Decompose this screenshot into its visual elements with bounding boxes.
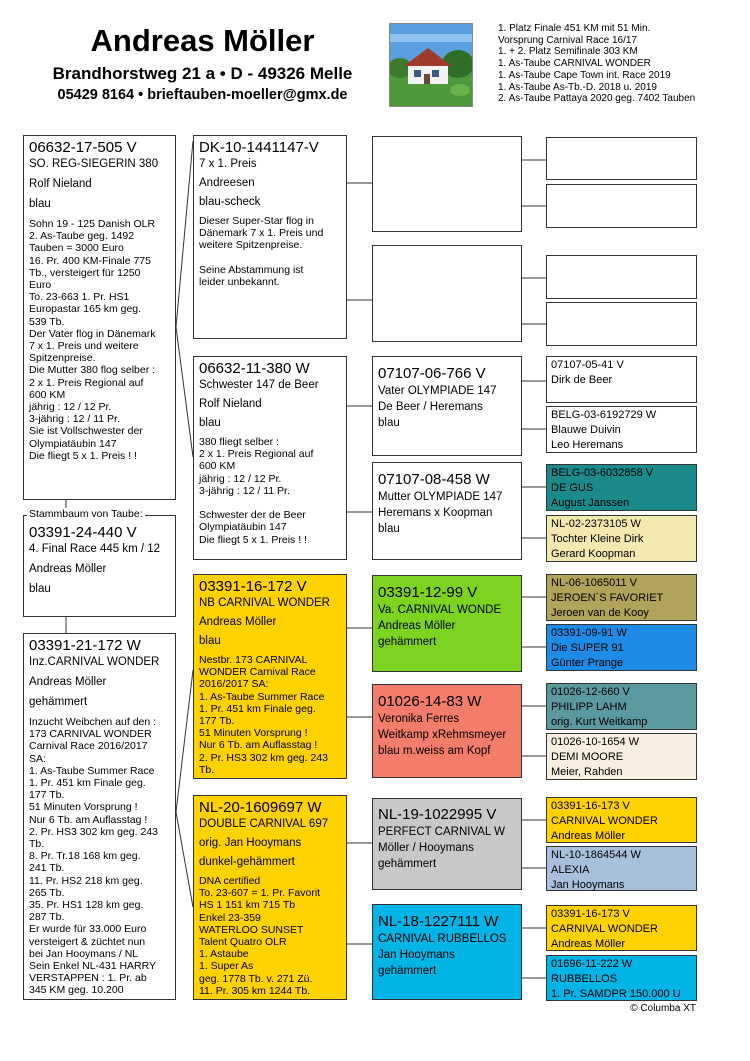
- color-line: dunkel-gehämmert: [199, 856, 295, 868]
- ancestor-card-16[interactable]: [546, 955, 697, 1001]
- parent-card-1[interactable]: [193, 135, 347, 339]
- grandparent-card-5[interactable]: [372, 575, 522, 672]
- breeder-line: Andreas Möller: [29, 676, 107, 688]
- color-line: gehämmert: [378, 965, 437, 977]
- color-line: blau: [199, 635, 221, 647]
- breeder-line: Möller / Hooymans: [378, 842, 474, 854]
- notes: Nestbr. 173 CARNIVAL WONDER Carnival Race 2016/2017 SA: 1. As-Taube Summer Race 1. Pr. 451 km Finale geg. 177 Tb. 51 Minuten Vorsprung ! Nur 6 Tb. am Auflasstag ! 2. Pr. HS3 302 km geg. 243 Tb.: [199, 654, 328, 776]
- grandparent-card-6[interactable]: [372, 684, 522, 778]
- parent-card-2[interactable]: [193, 356, 347, 560]
- ring-number: NL-18-1227111 W: [378, 913, 499, 930]
- achievement-line: 1. As-Taube As-Tb.-D. 2018 u. 2019: [498, 81, 657, 93]
- ring-number: 06632-11-380 W: [199, 360, 310, 377]
- color-line: blau: [29, 198, 51, 210]
- breeder-line: Leo Heremans: [551, 439, 624, 451]
- ancestor-card-9[interactable]: [546, 574, 697, 621]
- title-line: Veronika Ferres: [378, 713, 460, 725]
- name-line: CARNIVAL WONDER: [551, 923, 658, 935]
- ring-number: 03391-12-99 V: [378, 584, 478, 601]
- breeder-line: orig. Kurt Weitkamp: [551, 716, 648, 728]
- parent-card-4[interactable]: [193, 795, 347, 1000]
- notes: Sohn 19 - 125 Danish OLR 2. As-Taube geg. 1492 Tauben = 3000 Euro 16. Pr. 400 KM-Finale 775 Tb., versteigert für 1250 Euro To. 23-663 1. Pr. HS1 Europastar 165 km geg. 539 Tb. Der Vater flog in Dänemark 7 x 1. Preis und weitere Spitzenpreise. Die Mutter 380 flog selber : 2 x 1. Preis Regional auf 600 KM jährig : 12 / 12 Pr. 3-jährig : 12 / 11 Pr. Sie ist Vollschwester der Olympiatäubin 147 Die fliegt 5 x 1. Preis ! !: [29, 218, 156, 462]
- name-line: Blauwe Duivin: [551, 424, 621, 436]
- breeder-line: Rolf Nieland: [29, 178, 92, 190]
- breeder-line: Rolf Nieland: [199, 398, 262, 410]
- ancestor-card-14[interactable]: [546, 846, 697, 891]
- breeder-line: Jan Hooymans: [378, 949, 455, 961]
- ancestor-card-12[interactable]: [546, 733, 697, 780]
- breeder-line: Heremans x Koopman: [378, 507, 493, 519]
- breeder-line: Andreas Möller: [29, 563, 107, 575]
- ancestor-card-8[interactable]: [546, 515, 697, 562]
- breeder-line: Andreesen: [199, 177, 255, 189]
- breeder-line: orig. Jan Hooymans: [199, 837, 302, 849]
- grandparent-card-empty[interactable]: [372, 245, 522, 342]
- breeder-line: Meier, Rahden: [551, 766, 623, 778]
- title-line: Mutter OLYMPIADE 147: [378, 491, 503, 503]
- ring-number: 06632-17-505 V: [29, 139, 137, 156]
- achievement-line: 2. As-Taube Pattaya 2020 geg. 7402 Tauben: [498, 93, 696, 105]
- ancestor-card-empty[interactable]: [546, 184, 697, 228]
- parent-card-3[interactable]: [193, 574, 347, 779]
- name-line: ALEXIA: [551, 864, 590, 876]
- name-line: PHILIPP LAHM: [551, 701, 627, 713]
- ring-number: 03391-16-173 V: [551, 800, 630, 812]
- ring-number: NL-10-1864544 W: [551, 849, 641, 861]
- ring-number: 01026-12-660 V: [551, 686, 630, 698]
- ring-number: 07107-08-458 W: [378, 471, 490, 488]
- title-line: CARNIVAL RUBBELLOS: [378, 933, 507, 945]
- ring-number: 03391-09-91 W: [551, 627, 627, 639]
- breeder-line: Andreas Möller: [199, 616, 277, 628]
- notes: DNA certified To. 23-607 = 1. Pr. Favorit HS 1 151 km 715 Tb Enkel 23-359 WATERLOO SUNSET Talent Quatro OLR 1. Astaube 1. Super As geg. 1778 Tb. v. 271 Zü. 11. Pr. 305 km 1244 Tb.: [199, 875, 321, 997]
- title-line: Inz.CARNIVAL WONDER: [29, 656, 160, 668]
- breeder-line: August Janssen: [551, 497, 630, 509]
- color-line: blau-scheck: [199, 196, 261, 208]
- breeder-line: 1. Pr. SAMDPR 150.000 U: [551, 988, 681, 1000]
- name-line: DEMI MOORE: [551, 751, 624, 763]
- ring-number: 03391-16-172 V: [199, 578, 307, 595]
- grandparent-card-8[interactable]: [372, 904, 522, 1000]
- grandparent-card-3[interactable]: [372, 356, 522, 456]
- breeder-line: Jan Hooymans: [551, 879, 625, 891]
- name-line: JEROEN´S FAVORIET: [551, 592, 664, 604]
- breeder-line: Weitkamp xRehmsmeyer: [378, 729, 507, 741]
- footer-copyright: © Columba XT: [630, 1003, 696, 1014]
- ancestor-card-5[interactable]: [546, 356, 697, 403]
- header-name: Andreas Möller: [90, 23, 315, 58]
- name-line: CARNIVAL WONDER: [551, 815, 658, 827]
- ancestor-card-6[interactable]: [546, 406, 697, 453]
- title-line: Va. CARNIVAL WONDE: [378, 604, 502, 616]
- title-line: Schwester 147 de Beer: [199, 379, 319, 391]
- breeder-line: Andreas Möller: [378, 620, 456, 632]
- name-line: Die SUPER 91: [551, 642, 624, 654]
- title-line: DOUBLE CARNIVAL 697: [199, 818, 329, 830]
- notes: Inzucht Weibchen auf den : 173 CARNIVAL WONDER Carnival Race 2016/2017 SA: 1. As-Taube Summer Race 1. Pr. 451 km Finale geg. 177 Tb. 51 Minuten Vorsprung ! Nur 6 Tb. am Auflasstag ! 2. Pr. HS3 302 km geg. 243 Tb. 8. Pr. Tr.18 168 km geg. 241 Tb. 11. Pr. HS2 218 km geg. 265 Tb. 35. Pr. HS1 128 km geg. 287 Tb. Er wurde für 33.000 Euro versteigert & züchtet nun bei Jan Hooymans / NL Sein Enkel NL-431 HARRY VERSTAPPEN : 1. Pr. ab 345 KM geg. 10.200: [29, 716, 158, 997]
- ring-number: 07107-05-41 V: [551, 359, 624, 371]
- color-line: blau: [29, 583, 51, 595]
- ring-number: NL-02-2373105 W: [551, 518, 641, 530]
- header-contact: 05429 8164 • brieftauben-moeller@gmx.de: [57, 87, 348, 103]
- color-line: blau: [199, 417, 221, 429]
- ancestor-card-15[interactable]: [546, 905, 697, 951]
- breeder-line: Gerard Koopman: [551, 548, 636, 560]
- achievement-line: 1. Platz Finale 451 KM mit 51 Min.: [498, 23, 651, 34]
- breeder-line: Günter Prange: [551, 657, 624, 669]
- grandparent-card-7[interactable]: [372, 798, 522, 890]
- ring-number: 07107-06-766 V: [378, 365, 486, 382]
- ancestor-card-10[interactable]: [546, 624, 697, 671]
- name-line: Dirk de Beer: [551, 374, 613, 386]
- achievement-line: Vorsprung Carnival Race 16/17: [498, 34, 637, 46]
- color-line: gehämmert: [29, 696, 88, 708]
- color-line: blau: [378, 417, 400, 429]
- ring-number: DK-10-1441147-V: [199, 139, 319, 156]
- title-line: PERFECT CARNIVAL W: [378, 826, 505, 838]
- ring-number: NL-20-1609697 W: [199, 799, 322, 816]
- title-line: SO. REG-SIEGERIN 380: [29, 158, 159, 170]
- ring-number: 03391-16-173 V: [551, 908, 630, 920]
- title-line: Vater OLYMPIADE 147: [378, 385, 497, 397]
- ring-number: 01696-11-222 W: [551, 958, 633, 970]
- breeder-line: Jeroen van de Kooy: [551, 607, 649, 619]
- dam-card[interactable]: [23, 633, 176, 1000]
- ring-number: 03391-24-440 V: [29, 524, 137, 541]
- grandparent-card-4[interactable]: [372, 462, 522, 560]
- breeder-line: De Beer / Heremans: [378, 401, 483, 413]
- ancestor-card-empty[interactable]: [546, 302, 697, 346]
- ring-number: BELG-03-6192729 W: [551, 409, 657, 421]
- ring-number: 01026-10-1654 W: [551, 736, 640, 748]
- header-address: Brandhorstweg 21 a • D - 49326 Melle: [52, 64, 353, 83]
- achievement-line: 1. As-Taube Cape Town int. Race 2019: [498, 69, 671, 81]
- ancestor-card-7[interactable]: [546, 464, 697, 511]
- notes: 380 fliegt selber : 2 x 1. Preis Regional auf 600 KM jährig : 12 / 12 Pr. 3-jährig : 12 / 11 Pr. Schwester der de Beer Olympiatäubin 147 Die fliegt 5 x 1. Preis ! !: [199, 436, 314, 546]
- name-line: RUBBELLOS: [551, 973, 618, 985]
- subject-card[interactable]: [23, 515, 176, 617]
- achievement-line: 1. + 2. Platz Semifinale 303 KM: [498, 46, 638, 58]
- ancestor-card-13[interactable]: [546, 797, 697, 843]
- color-line: gehämmert: [378, 636, 437, 648]
- ring-number: 01026-14-83 W: [378, 693, 482, 710]
- ring-number: NL-19-1022995 V: [378, 806, 497, 823]
- name-line: DE GUS: [551, 482, 594, 494]
- ancestor-card-empty[interactable]: [546, 255, 697, 299]
- sire-card[interactable]: [23, 135, 176, 500]
- title-line: 4. Final Race 445 km / 12: [29, 543, 161, 555]
- title-line: 7 x 1. Preis: [199, 158, 257, 170]
- ancestor-card-11[interactable]: [546, 683, 697, 730]
- breeder-line: Andreas Möller: [551, 830, 625, 842]
- name-line: Tochter Kleine Dirk: [551, 533, 644, 545]
- color-line: blau: [378, 523, 400, 535]
- breeder-line: Andreas Möller: [551, 938, 625, 950]
- notes: Dieser Super-Star flog in Dänemark 7 x 1. Preis und weitere Spitzenpreise. Seine Abstammung ist leider unbekannt.: [199, 215, 324, 289]
- color-line: blau m.weiss am Kopf: [378, 745, 491, 757]
- ancestor-card-empty[interactable]: [546, 137, 697, 180]
- achievement-line: 1. As-Taube CARNIVAL WONDER: [498, 58, 651, 70]
- ring-number: 03391-21-172 W: [29, 637, 141, 654]
- ring-number: NL-06-1065011 V: [551, 577, 638, 589]
- ring-number: BELG-03-6032858 V: [551, 467, 654, 479]
- color-line: gehämmert: [378, 858, 437, 870]
- subject-caption: Stammbaum von Taube:: [29, 508, 143, 520]
- grandparent-card-empty[interactable]: [372, 136, 522, 232]
- title-line: NB CARNIVAL WONDER: [199, 597, 330, 609]
